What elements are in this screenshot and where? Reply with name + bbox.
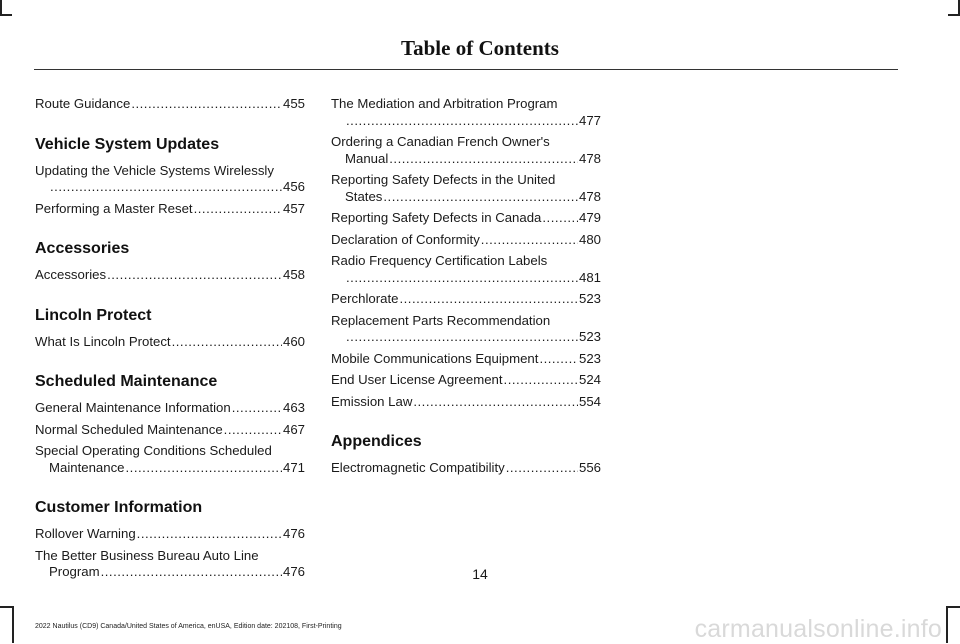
toc-entry-page: 476 — [282, 526, 305, 541]
toc-entry-leader-row — [331, 151, 601, 168]
section-heading: Appendices — [331, 433, 422, 450]
toc-entry-page: 460 — [282, 333, 305, 349]
toc-entry[interactable] — [331, 134, 601, 167]
toc-entry[interactable] — [331, 232, 601, 249]
section-heading: Scheduled Maintenance — [35, 373, 218, 390]
toc-entry[interactable] — [331, 460, 601, 477]
dot-leader — [399, 291, 578, 308]
dot-leader — [346, 270, 578, 287]
toc-entry-title: Electromagnetic Compatibility — [331, 460, 505, 475]
dot-leader — [383, 189, 578, 206]
toc-entry-title: Mobile Communications Equipment — [331, 350, 539, 366]
dot-leader — [346, 329, 578, 346]
toc-entry-title: Route Guidance — [35, 96, 131, 111]
toc-entry-page: 523 — [578, 329, 601, 344]
dot-leader — [131, 96, 282, 113]
toc-entry-title: Replacement Parts Recommendation — [331, 312, 551, 328]
toc-entry-page: 556 — [578, 460, 601, 475]
toc-entry-title: The Better Business Bureau Auto Line — [35, 547, 259, 563]
toc-entry-title: Normal Scheduled Maintenance — [35, 421, 223, 437]
toc-entry-title: End User License Agreement — [331, 372, 503, 387]
toc-right-column — [331, 96, 601, 482]
dot-leader — [126, 460, 282, 477]
toc-entry-leader-row — [35, 179, 305, 196]
toc-entry-title-continued: Manual — [345, 150, 389, 166]
toc-entry-leader-row — [35, 526, 305, 543]
section-heading: Accessories — [35, 240, 130, 257]
crop-mark — [948, 606, 960, 608]
toc-entry[interactable] — [331, 253, 601, 286]
dot-leader — [172, 334, 282, 351]
dot-leader — [389, 151, 578, 168]
toc-entry[interactable] — [331, 210, 601, 227]
toc-entry-title: Reporting Safety Defects in the United — [331, 172, 556, 187]
crop-mark — [0, 606, 12, 608]
toc-entry-title: Perchlorate — [331, 291, 399, 306]
toc-entry[interactable] — [331, 96, 601, 129]
dot-leader — [346, 113, 578, 130]
toc-entry-title: Reporting Safety Defects in Canada — [331, 210, 542, 225]
toc-entry-title: Performing a Master Reset — [35, 200, 193, 216]
toc-entry-title-continued: States — [345, 188, 383, 204]
toc-entry-leader-row — [35, 460, 305, 477]
dot-leader — [107, 267, 282, 284]
toc-entry-title: Rollover Warning — [35, 526, 136, 541]
page-number: 14 — [472, 566, 488, 582]
toc-entry-page: 481 — [578, 269, 601, 285]
toc-left-column — [35, 96, 305, 586]
toc-entry-page: 471 — [282, 459, 305, 475]
toc-entry[interactable] — [35, 96, 305, 113]
watermark: carmanualsonline.info — [694, 615, 942, 643]
section-heading: Vehicle System Updates — [35, 135, 220, 153]
toc-entry-page: 478 — [578, 150, 601, 166]
toc-entry-title: Declaration of Conformity — [331, 231, 480, 247]
toc-entry[interactable] — [35, 163, 305, 196]
toc-entry[interactable] — [35, 201, 305, 218]
toc-entry-page: 523 — [578, 291, 601, 306]
toc-entry-leader-row — [35, 334, 305, 351]
toc-entry-page: 463 — [282, 400, 305, 415]
toc-entry-leader-row — [331, 113, 601, 130]
dot-leader — [506, 460, 578, 477]
toc-entry-title-continued: Maintenance — [49, 459, 125, 475]
toc-entry-title: General Maintenance Information — [35, 400, 231, 415]
toc-entry[interactable] — [331, 291, 601, 308]
toc-entry-title: Emission Law — [331, 393, 413, 409]
toc-entry-leader-row — [35, 267, 305, 284]
toc-entry-page: 554 — [578, 393, 601, 409]
dot-leader — [413, 394, 578, 411]
dot-leader — [232, 400, 282, 417]
toc-entry-page: 479 — [578, 210, 601, 225]
toc-entry-leader-row — [331, 394, 601, 411]
dot-leader — [504, 372, 578, 389]
toc-entry[interactable] — [331, 313, 601, 346]
section-heading: Lincoln Protect — [35, 306, 152, 324]
toc-entry-leader-row — [35, 400, 305, 417]
toc-entry-leader-row — [331, 351, 601, 368]
toc-entry[interactable] — [35, 400, 305, 417]
toc-entry-leader-row — [331, 329, 601, 346]
toc-entry[interactable] — [35, 526, 305, 543]
toc-entry-leader-row — [331, 210, 601, 227]
toc-entry-page: 477 — [578, 112, 601, 128]
toc-entry[interactable] — [35, 422, 305, 439]
edition-footer: 2022 Nautilus (CD9) Canada/United States of America, enUSA, Edition date: 202108, First-Printing — [35, 623, 342, 630]
toc-entry-leader-row — [35, 96, 305, 113]
toc-entry-leader-row — [331, 270, 601, 287]
section-heading: Customer Information — [35, 499, 203, 516]
dot-leader — [539, 351, 578, 368]
toc-entry-page: 523 — [578, 350, 601, 366]
toc-entry-title: Radio Frequency Certification Labels — [331, 253, 548, 268]
crop-mark — [0, 14, 12, 16]
toc-entry-title: The Mediation and Arbitration Program — [331, 96, 558, 111]
toc-entry[interactable] — [35, 334, 305, 351]
toc-entry-page: 480 — [578, 231, 601, 247]
toc-entry-page: 456 — [282, 179, 305, 194]
toc-entry-leader-row — [35, 422, 305, 439]
page-title: Table of Contents — [401, 36, 559, 60]
dot-leader — [194, 201, 282, 218]
crop-mark — [958, 0, 960, 14]
toc-entry-page: 476 — [282, 564, 305, 579]
toc-entry-title: Updating the Vehicle Systems Wirelessly — [35, 162, 274, 178]
toc-entry[interactable] — [35, 443, 305, 476]
toc-entry-leader-row — [331, 189, 601, 206]
toc-entry-title: Ordering a Canadian French Owner's — [331, 134, 550, 149]
dot-leader — [542, 210, 578, 227]
crop-mark — [948, 14, 960, 16]
toc-entry-title: What Is Lincoln Protect — [35, 333, 171, 349]
toc-entry-title: Accessories — [35, 267, 107, 282]
toc-entry-page: 457 — [282, 200, 305, 216]
toc-entry-leader-row — [35, 201, 305, 218]
toc-entry-title: Special Operating Conditions Scheduled — [35, 443, 272, 458]
toc-entry-page: 455 — [282, 96, 305, 111]
toc-entry-page: 524 — [578, 372, 601, 387]
dot-leader — [481, 232, 578, 249]
toc-entry-page: 458 — [282, 267, 305, 282]
crop-mark — [946, 606, 948, 643]
toc-entry-leader-row — [331, 291, 601, 308]
toc-entry-leader-row — [331, 460, 601, 477]
crop-mark — [12, 606, 14, 643]
dot-leader — [50, 179, 282, 196]
toc-entry[interactable] — [331, 372, 601, 389]
crop-mark — [0, 0, 2, 14]
toc-entry[interactable] — [331, 394, 601, 411]
toc-entry-title-continued: Program — [49, 564, 100, 579]
toc-entry-leader-row — [331, 372, 601, 389]
header-rule — [34, 69, 898, 70]
toc-entry-leader-row — [331, 232, 601, 249]
toc-entry[interactable] — [331, 172, 601, 205]
toc-entry-page: 467 — [282, 421, 305, 437]
dot-leader — [137, 526, 282, 543]
dot-leader — [224, 422, 282, 439]
toc-entry[interactable] — [331, 351, 601, 368]
toc-entry[interactable] — [35, 267, 305, 284]
toc-entry-page: 478 — [578, 188, 601, 204]
